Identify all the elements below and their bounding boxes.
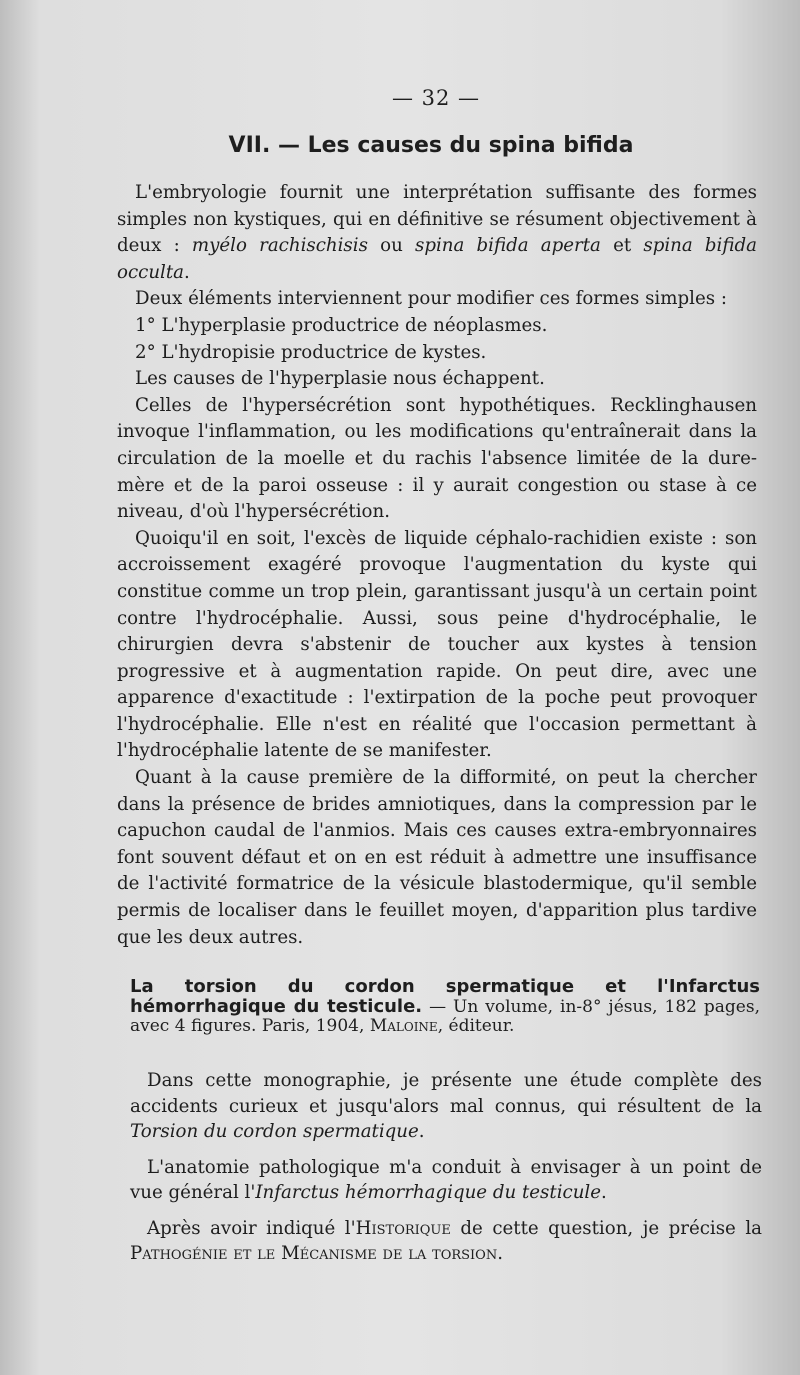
bibliography-title: La torsion du cordon spermatique et l'Infarctus hémorrhagique du testicule. [130,976,760,1017]
paragraph: Quoiqu'il en soit, l'excès de liquide céphalo-rachidien existe : son accroissement exagéré provoque l'augmentation du kyste qui constitue comme un trop plein, garantissant jusqu'à un certain point contre l'hydrocéphalie. Aussi, sous peine d'hydrocéphalie, le chirurgien devra s'abstenir de toucher aux kystes à tension progressive et à augmentation rapide. On peut dire, avec une apparence d'exactitude : l'extirpation de la poche peut provoquer l'hydrocéphalie. Elle n'est en réalité que l'occasion permettant à l'hydrocéphalie latente de se manifester. [117,527,757,762]
paragraph: Après avoir indiqué l'Historique de cette question, je précise la Pathogénie et le Mécanisme de la torsion. [130,1217,762,1264]
paragraph: 1° L'hyperplasie productrice de néoplasmes. [135,314,548,336]
paragraph: Deux éléments interviennent pour modifier ces formes simples : [135,288,727,310]
publisher-name: Maloine [369,1016,438,1036]
paragraph: Les causes de l'hyperplasie nous échappent. [135,368,545,390]
paragraph: Celles de l'hypersécrétion sont hypothétiques. Recklinghausen invoque l'inflammation, ou les modifications qu'entraînerait dans la circulation de la moelle et du rachis l'absence limitée de la dure-mère et de la paroi osseuse : il y aurait congestion ou stase à ce niveau, d'où l'hypersécrétion. [117,394,757,523]
paragraph: 2° L'hydropisie productrice de kystes. [135,341,487,363]
paragraph: Quant à la cause première de la difformité, on peut la chercher dans la présence de brides amniotiques, dans la compression par le capuchon caudal de l'anmios. Mais ces causes extra-embryonnaires font souvent défaut et on en est réduit à admettre une insuffisance de l'activité formatrice de la vésicule blastodermique, qu'il semble permis de localiser dans le feuillet moyen, d'apparition plus tardive que les deux autres. [117,767,757,948]
page-number: — 32 — [391,86,481,110]
monograph-summary [130,1068,762,1277]
section-heading: VII. — Les causes du spina bifida [228,133,634,158]
paragraph: L'anatomie pathologique m'a conduit à envisager à un point de vue général l'Infarctus hémorrhagique du testicule. [130,1156,762,1203]
paragraph: L'embryologie fournit une interprétation suffisante des formes simples non kystiques, qui en définitive se résument objectivement à deux : myélo rachischisis ou spina bifida aperta et spina bifida occulta. [117,182,757,283]
bibliography-entry: La torsion du cordon spermatique et l'Infarctus hémorrhagique du testicule. — Un volume, in-8° jésus, 182 pages, avec 4 figures. Paris, 1904, Maloine, éditeur. [130,976,760,1036]
section-body [117,180,757,951]
paragraph: Dans cette monographie, je présente une étude complète des accidents curieux et jusqu'alors mal connus, qui résultent de la Torsion du cordon spermatique. [130,1070,762,1142]
